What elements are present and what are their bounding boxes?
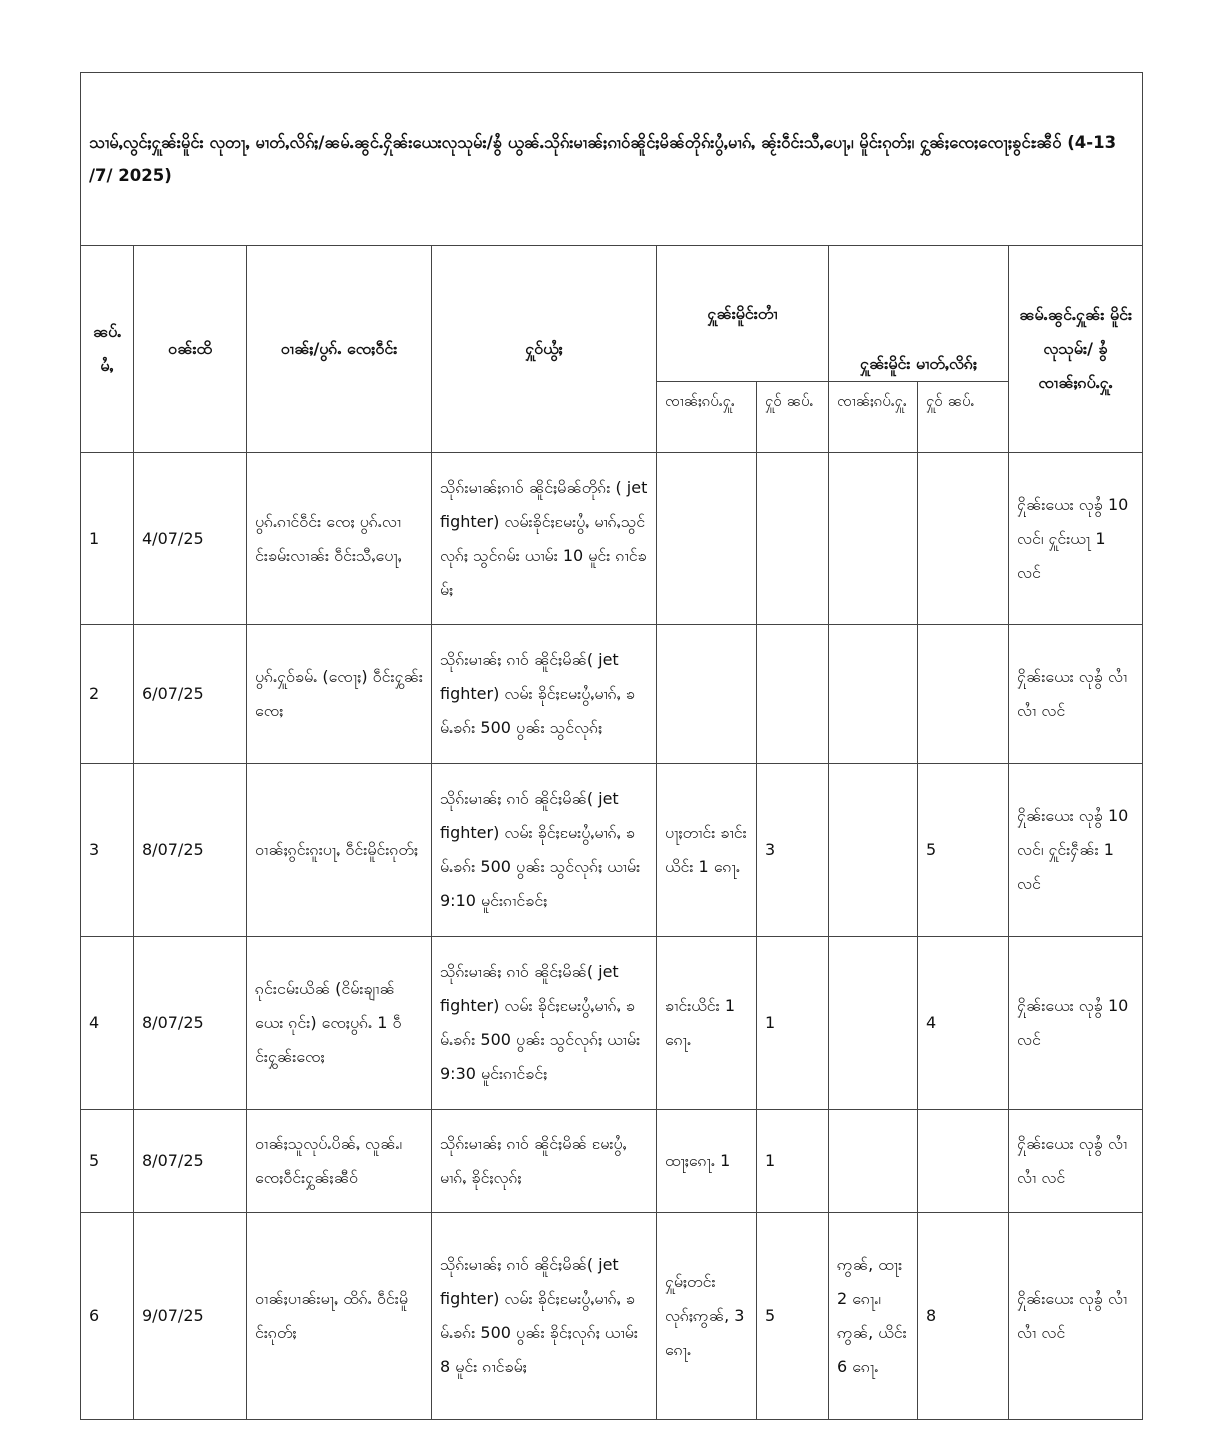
cell-num-injured [918,453,1009,625]
cell-no: 3 [81,764,134,937]
table-row [81,764,1143,937]
cell-name-killed: ၶၢင်းယိင်း 1 ၵေႃႉ [657,937,757,1110]
cell-num-killed [757,625,829,764]
cell-date: 8/07/25 [134,1110,247,1213]
cell-property: ႁိုၼ်းယေး လုၶွႆ လၢႆလၢႆ လင် [1009,1110,1143,1213]
table-row [81,625,1143,764]
header-event: ႁူဝ်ယွႆႈ [432,246,657,453]
cell-no: 5 [81,1110,134,1213]
cell-event: သိုၵ်းမၢၼ်ႈ ၵၢဝ် ၼိူင်ႈမိၼ်( jet fighter) လမ်း ၶိုင်ႈမႄးပွႆႇမၢၵ်ႇ ၶမ်ႉၶၵ်း 500 ပွၼ်း ၶိုင်ႈလုၵ်ႈ ယၢမ်း 8 မူင်း ၵၢင်ၶမ်ႈ [432,1213,657,1420]
cell-property: ႁိုၼ်းယေး လုၶွႆ လၢႆလၢႆ လင် [1009,1213,1143,1420]
cell-num-killed: 1 [757,1110,829,1213]
cell-name-injured: ဢွၼ်, ထႃး 2 ၵေႃႉ၊ ဢွၼ်, ယိင်း 6 ၵေႃႉ [829,1213,918,1420]
cell-property: ႁိုၼ်းယေး လုၶွႆ လၢႆလၢႆ လင် [1009,625,1143,764]
header-injured: ႁူၼ်းမိူင်း မၢတ်ႇလိၵ်ႈ [829,246,1009,382]
cell-property: ႁိုၼ်းယေး လုၶွႆ 10 လင်၊ ႁူင်းယႃ 1 လင် [1009,453,1143,625]
cell-village: ဝၢၼ်ႈၵွင်းၵူးပႃႇ ဝဵင်းမိူင်းၵုတ်ႈ [247,764,432,937]
cell-name-injured [829,1110,918,1213]
cell-name-injured [829,764,918,937]
subheader-count-killed: ႁူဝ် ၼပ်ႉ [757,382,829,453]
cell-event: သိုၵ်းမၢၼ်ႈ ၵၢဝ် ၼိူင်ႈမိၼ်( jet fighter) လမ်း ၶိုင်ႈမႄးပွႆႇမၢၵ်ႇ ၶမ်ႉၶၵ်း 500 ပွၼ်း သွင်လုၵ်ႈ ယၢမ်း 9:10 မူင်းၵၢင်ၶင်ႈ [432,764,657,937]
cell-date: 8/07/25 [134,764,247,937]
cell-property: ႁိုၼ်းယေး လုၶွႆ 10 လင် [1009,937,1143,1110]
cell-village: ဝၢၼ်ႈသူလုပ်ႉပိၼ်ႇ လူၼ်ႉ၊ ၸေႈဝဵင်းႁွၼ်ႈၼီဝ် [247,1110,432,1213]
header-casualties: ႁူၼ်းမိူင်းတၢႆ [657,246,829,382]
table-row [81,937,1143,1110]
cell-village: ပွၵ်ႉၵၢင်ဝဵင်း ၸေႈ ပွၵ်ႉလၢင်းၶမ်းလၢၼ်း ဝဵင်းသီႇပေႃႇ [247,453,432,625]
header-row [81,246,1143,382]
cell-date: 6/07/25 [134,625,247,764]
cell-num-injured: 8 [918,1213,1009,1420]
cell-event: သိုၵ်းမၢၼ်ႈ ၵၢဝ် ၼိူင်ႈမိၼ်( jet fighter) လမ်း ၶိုင်ႈမႄးပွႆႇမၢၵ်ႇ ၶမ်ႉၶၵ်း 500 ပွၼ်း သွင်လုၵ်ႈ ယၢမ်း 9:30 မူင်းၵၢင်ၶင်ႈ [432,937,657,1110]
report-table [80,72,1143,1420]
cell-property: ႁိုၼ်းယေး လုၶွႆ 10 လင်၊ ႁူင်းႁဵၼ်း 1 လင် [1009,764,1143,937]
cell-village: ပွၵ်ႉႁူဝ်ၶမ်ႉ (ၸေႃႈ) ဝဵင်းႁွၼ်း ၸေႈ [247,625,432,764]
cell-name-killed: ထႃႈၵေႃႉ 1 [657,1110,757,1213]
cell-num-injured [918,625,1009,764]
cell-event: သိုၵ်းမၢၼ်ႈ ၵၢဝ် ၼိူင်ႈမိၼ်( jet fighter) လမ်း ၶိုင်ႈမႄးပွႆႇမၢၵ်ႇ ၶမ်ႉၶၵ်း 500 ပွၼ်း သွင်လုၵ်ႈ [432,625,657,764]
cell-num-killed: 3 [757,764,829,937]
table-row [81,453,1143,625]
subheader-name-injured: ၸၢၼ်ႈၵပ်ႉႁူႉ [829,382,918,453]
cell-village: ၵုင်းငမ်းယိၼ် (ငိမ်းၶျၢၼ်ယေး ၵုင်း) ၸေႈပွၵ်ႉ 1 ဝဵင်းႁွၼ်းၸေႈ [247,937,432,1110]
table-row [81,1110,1143,1213]
cell-name-injured [829,937,918,1110]
cell-num-injured: 5 [918,764,1009,937]
document [80,72,1142,1420]
subheader-count-injured: ႁူဝ် ၼပ်ႉ [918,382,1009,453]
cell-name-injured [829,625,918,764]
cell-event: သိုၵ်းမၢၼ်ႈ ၵၢဝ် ၼိူင်ႈမိၼ် မႄးပွႆႇ မၢၵ်ႇ ၶိုင်ႈလုၵ်ႈ [432,1110,657,1213]
cell-name-killed [657,453,757,625]
header-date: ဝၼ်းထိ [134,246,247,453]
header-no: ၼပ်ႉ မႆႇ [81,246,134,453]
header-village: ဝၢၼ်ႈ/ပွၵ်ႉ ၸေႈဝဵင်း [247,246,432,453]
cell-no: 2 [81,625,134,764]
cell-name-killed: ႁူမ်ႈတင်း လုၵ်ႈဢွၼ်, 3 ၵေႃႉ [657,1213,757,1420]
header-property: ၼမ်ႉၼွင်ႉႁူၼ်း မိူင်းလုသုမ်း/ ၶွႆ ၸၢၼ်ႈၵပ်ႉႁူႉ [1009,246,1143,453]
cell-num-injured: 4 [918,937,1009,1110]
cell-no: 1 [81,453,134,625]
cell-date: 8/07/25 [134,937,247,1110]
cell-name-killed: ပႃႈတၢင်း ၶၢင်းယိင်း 1 ၵေႃႉ [657,764,757,937]
cell-date: 9/07/25 [134,1213,247,1420]
subheader-name-killed: ၸၢၼ်ႈၵပ်ႉႁူႉ [657,382,757,453]
report-title: သၢမ်ႇလွင်ႈႁူၼ်းမိူင်း လုတႃႇ မၢတ်ႇလိၵ်ႈ/ၼမ်ႉၼွင်ႉႁိုၼ်းယေးလုသုမ်း/ၶွႆ ယွၼ်ႉသိုၵ်းမၢၼ်ႈၵၢဝ်ၼိူင်ႈမိၼ်တိုၵ်းပွႆႇမၢၵ်ႇ ၼႂ်းဝဵင်းသီႇပေႃႇ၊ မိူင်းၵုတ်ႈ၊ ႁွၼ်ႈ​ၸေႈ​ၸေႃႈၶွင်ႊၼီဝ် (4-13 /7/ 2025) [81,73,1143,246]
cell-num-killed: 5 [757,1213,829,1420]
cell-no: 4 [81,937,134,1110]
cell-village: ဝၢၼ်ႈပၢၼ်းမႃႇ ထိၵ်ႉ ဝဵင်းမိူင်းၵုတ်ႈ [247,1213,432,1420]
cell-name-killed [657,625,757,764]
cell-event: သိုၵ်းမၢၼ်ႈၵၢဝ် ၼိူင်ႈမိၼ်တိုၵ်း ( jet fighter) လမ်းၶိုင်ႈမႄးပွႆႇ မၢၵ်ႇသွင် လုၵ်ႈ သွင်ၵမ်း ယၢမ်း 10 မူင်း ၵၢင်ၶမ်ႈ [432,453,657,625]
cell-num-injured [918,1110,1009,1213]
title-row [81,73,1143,246]
cell-name-injured [829,453,918,625]
cell-no: 6 [81,1213,134,1420]
cell-date: 4/07/25 [134,453,247,625]
cell-num-killed [757,453,829,625]
cell-num-killed: 1 [757,937,829,1110]
table-row [81,1213,1143,1420]
